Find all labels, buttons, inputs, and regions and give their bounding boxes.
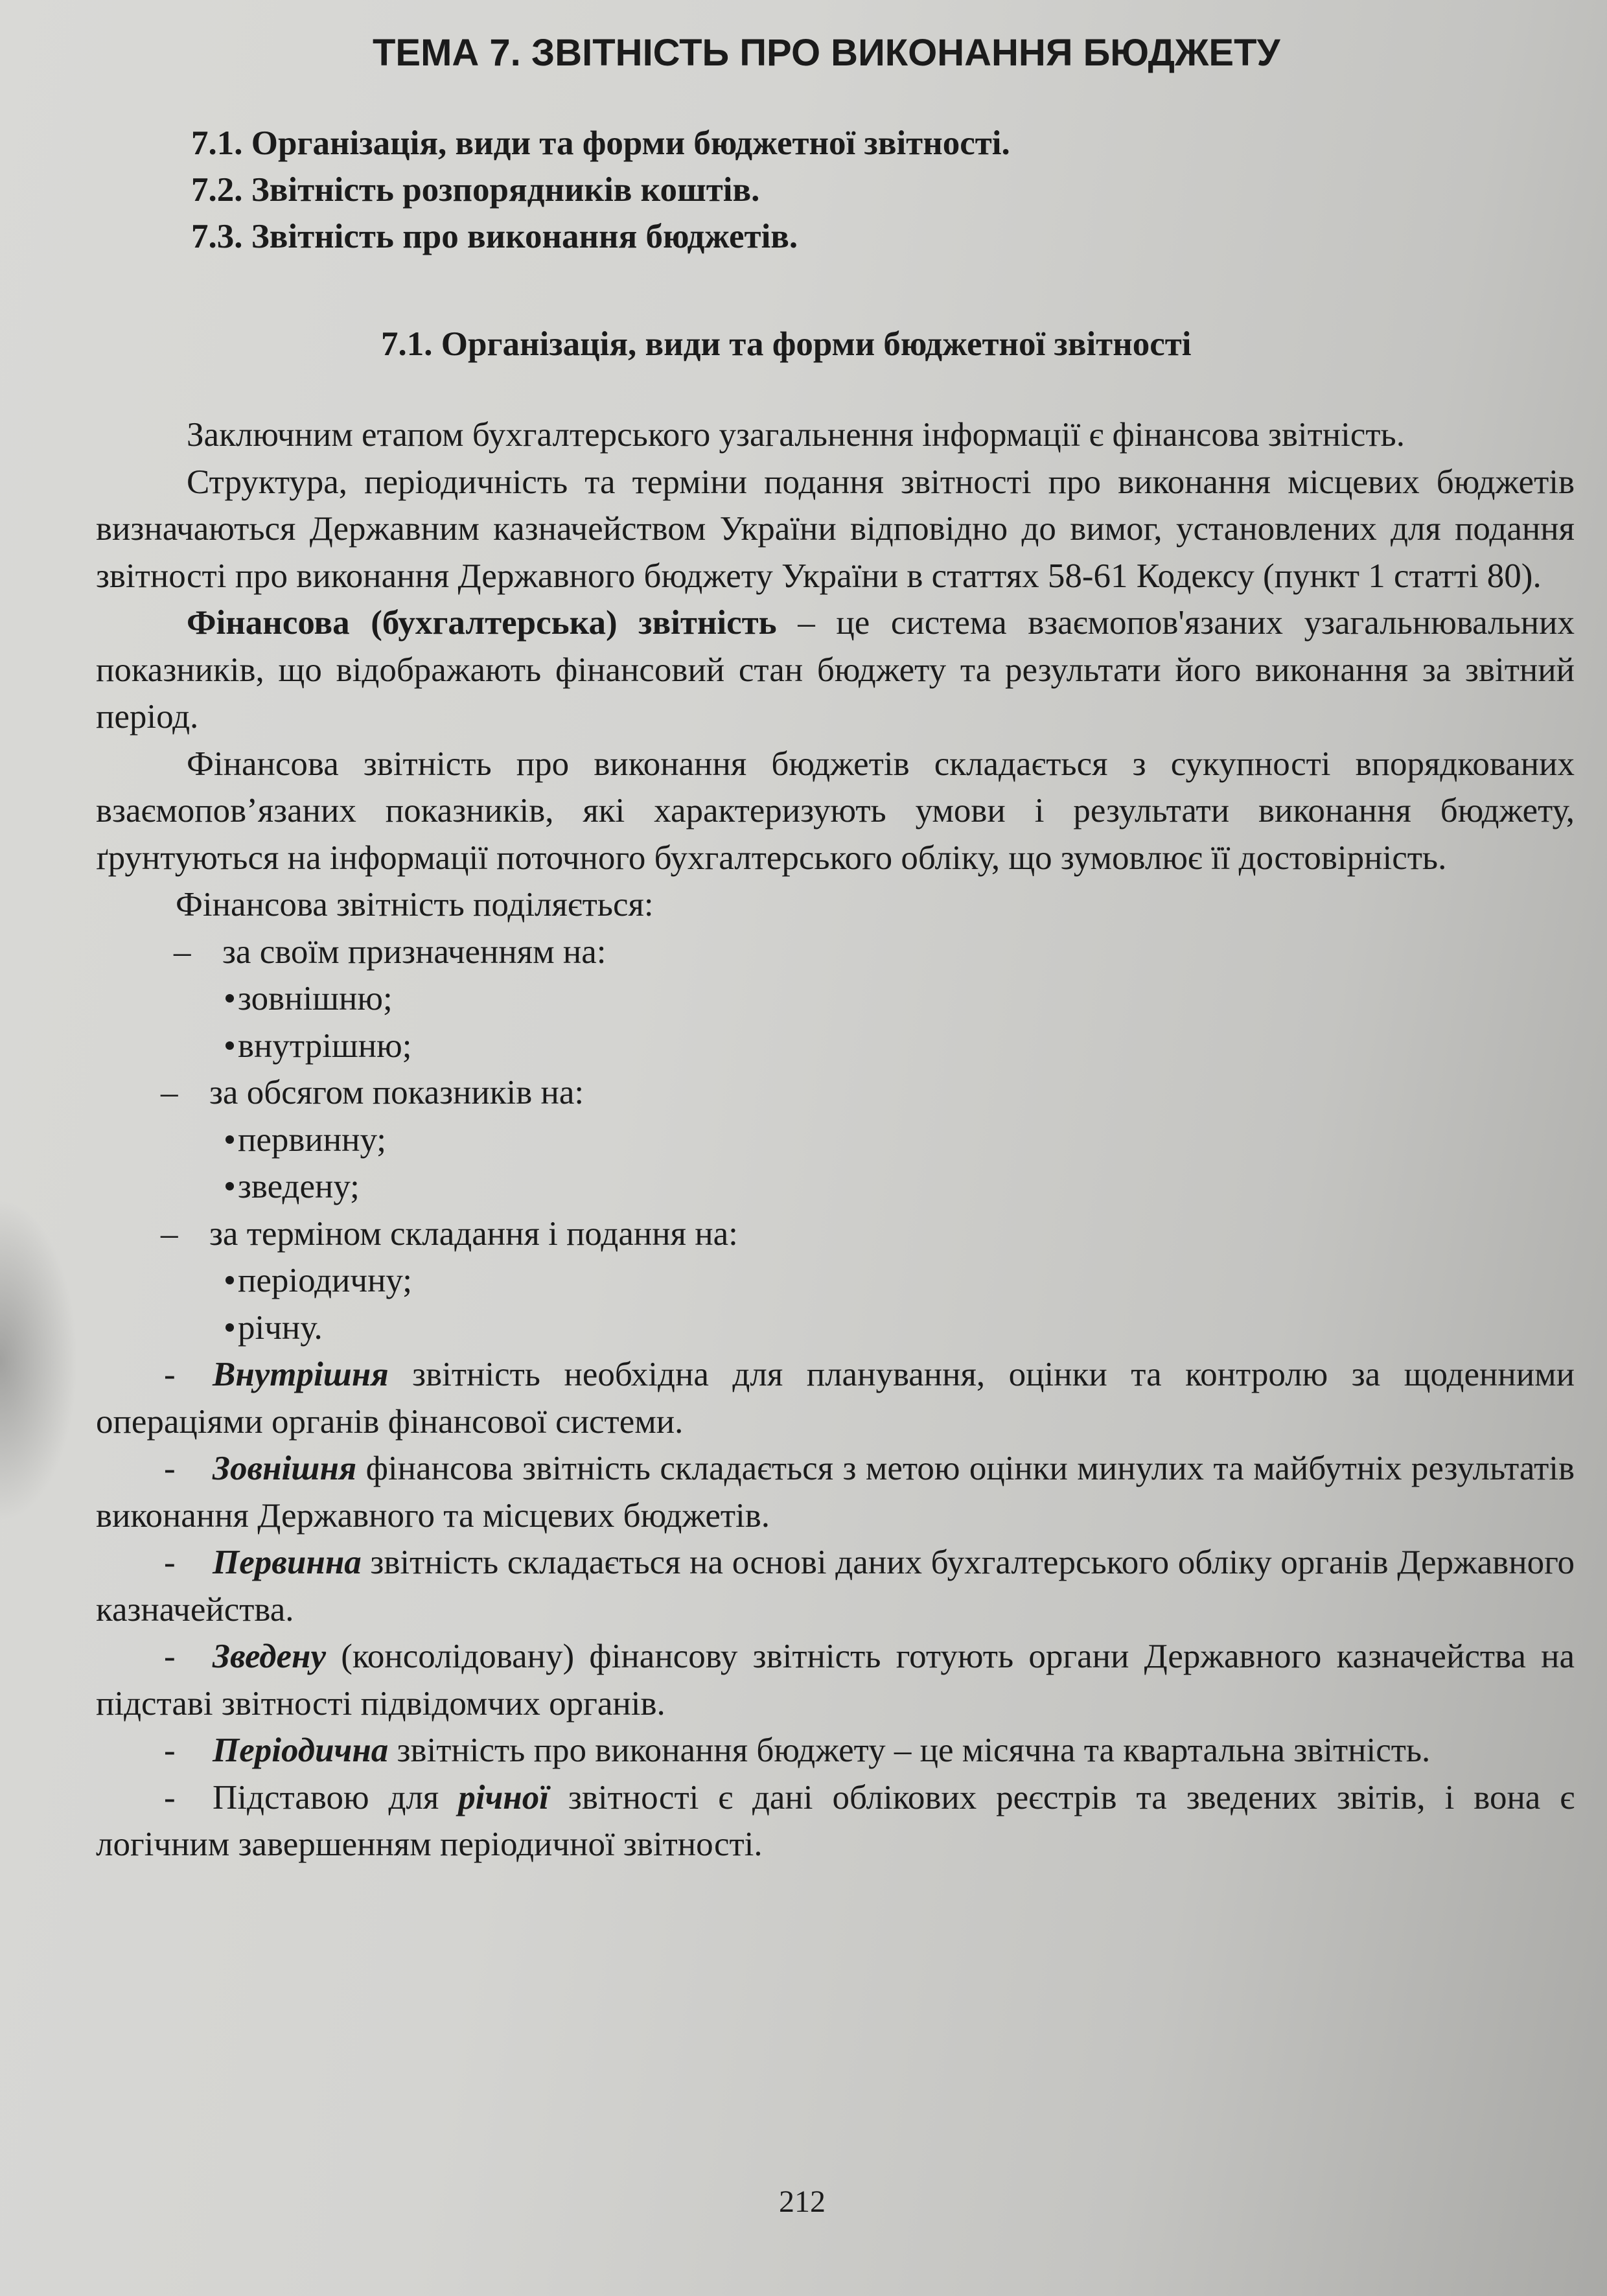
paragraph-division: Фінансова звітність поділяється: xyxy=(176,886,654,923)
body-text xyxy=(96,412,1575,1868)
table-of-contents xyxy=(191,120,1358,260)
bullet-icon xyxy=(225,1041,234,1050)
list-item: річну. xyxy=(96,1305,1575,1352)
toc-item-7-1: 7.1. Організація, види та форми бюджетної звітності. xyxy=(191,124,1010,162)
dash-mark: – xyxy=(161,1214,178,1253)
page-number: 212 xyxy=(779,2185,826,2219)
list-item: зовнішню; xyxy=(96,975,1575,1023)
bullet-icon xyxy=(225,1182,234,1190)
bullet-icon xyxy=(225,1276,234,1284)
term-external: Зовнішня xyxy=(213,1450,357,1487)
definition-internal: - Внутрішня звітність необхідна для планування, оцінки та контролю за щоденними операціями органів фінансової системи. xyxy=(96,1356,1575,1441)
dash-mark: – xyxy=(161,1074,178,1111)
topic-title: ТЕМА 7. ЗВІТНІСТЬ ПРО ВИКОНАННЯ БЮДЖЕТУ xyxy=(373,32,1280,74)
list-item: періодичну; xyxy=(96,1257,1575,1305)
classification-group-term xyxy=(96,1211,1575,1352)
term-consolidated: Зведену xyxy=(213,1638,326,1675)
bullet-icon xyxy=(225,1135,234,1144)
toc-item-7-2: 7.2. Звітність розпорядників коштів. xyxy=(191,171,760,209)
paragraph-structure: Структура, періодичність та терміни подання звітності про виконання місцевих бюджетів визначаються Державним казначейством України відповідно до вимог, установлених для подання звітності про виконання Державного бюджету України в статтях 58-61 Кодексу (пункт 1 статті 80). xyxy=(96,463,1575,595)
definition-consolidated: - Зведену (консолідовану) фінансову звітність готують органи Державного казначейства на підставі звітності підвідомчих органів. xyxy=(96,1638,1575,1722)
classification-criterion xyxy=(96,1069,1575,1117)
criterion-label: за обсягом показників на: xyxy=(209,1074,584,1111)
page-shadow xyxy=(0,1199,78,1523)
criterion-label: за своїм призначенням на: xyxy=(222,933,607,971)
list-item: зведену; xyxy=(96,1163,1575,1211)
classification-criterion xyxy=(96,929,1575,976)
criterion-label: за терміном складання і подання на: xyxy=(209,1214,738,1253)
definition-text: – це система взаємопов'язаних узагальнювальних показників, що відображають фінансовий стан бюджету та результати його виконання за звітний період. xyxy=(96,604,1575,736)
term-internal: Внутрішня xyxy=(213,1356,389,1393)
bullet-icon xyxy=(225,1323,234,1332)
classification-criterion xyxy=(96,1211,1575,1258)
term-annual: річної xyxy=(458,1778,549,1816)
definition-external: - Зовнішня фінансова звітність складається з метою оцінки минулих та майбутніх результатів виконання Державного та місцевих бюджетів. xyxy=(96,1450,1575,1535)
definition-annual: - Підставою для річної звітності є дані облікових реєстрів та зведених звітів, і вона є логічним завершенням періодичної звітності. xyxy=(96,1778,1575,1863)
term-periodic: Періодична xyxy=(213,1732,389,1769)
section-heading: 7.1. Організація, види та форми бюджетної звітності xyxy=(381,325,1192,363)
bullet-icon xyxy=(225,994,234,1003)
paragraph-intro: Заключним етапом бухгалтерського узагальнення інформації є фінансова звітність. xyxy=(187,416,1405,454)
classification-group-scope xyxy=(96,1069,1575,1211)
list-item: первинну; xyxy=(96,1117,1575,1164)
definition-periodic: - Періодична звітність про виконання бюджету – це місячна та квартальна звітність. xyxy=(164,1732,1431,1769)
definition-primary: - Первинна звітність складається на основі даних бухгалтерського обліку органів Державного казначейства. xyxy=(96,1544,1575,1629)
paragraph-composition: Фінансова звітність про виконання бюджетів складається з сукупності впорядкованих взаємопов’язаних показників, які характеризують умови і результати виконання бюджету, ґрунтуються на інформації поточного бухгалтерського обліку, що зумовлює її достовірність. xyxy=(96,745,1575,877)
term-financial-reporting: Фінансова (бухгалтерська) звітність xyxy=(187,604,777,642)
paragraph-definition xyxy=(96,599,1575,741)
dash-mark: – xyxy=(174,933,191,971)
list-item: внутрішню; xyxy=(96,1023,1575,1070)
classification-group-purpose xyxy=(96,929,1575,1070)
term-primary: Первинна xyxy=(213,1544,362,1581)
toc-item-7-3: 7.3. Звітність про виконання бюджетів. xyxy=(191,218,798,255)
